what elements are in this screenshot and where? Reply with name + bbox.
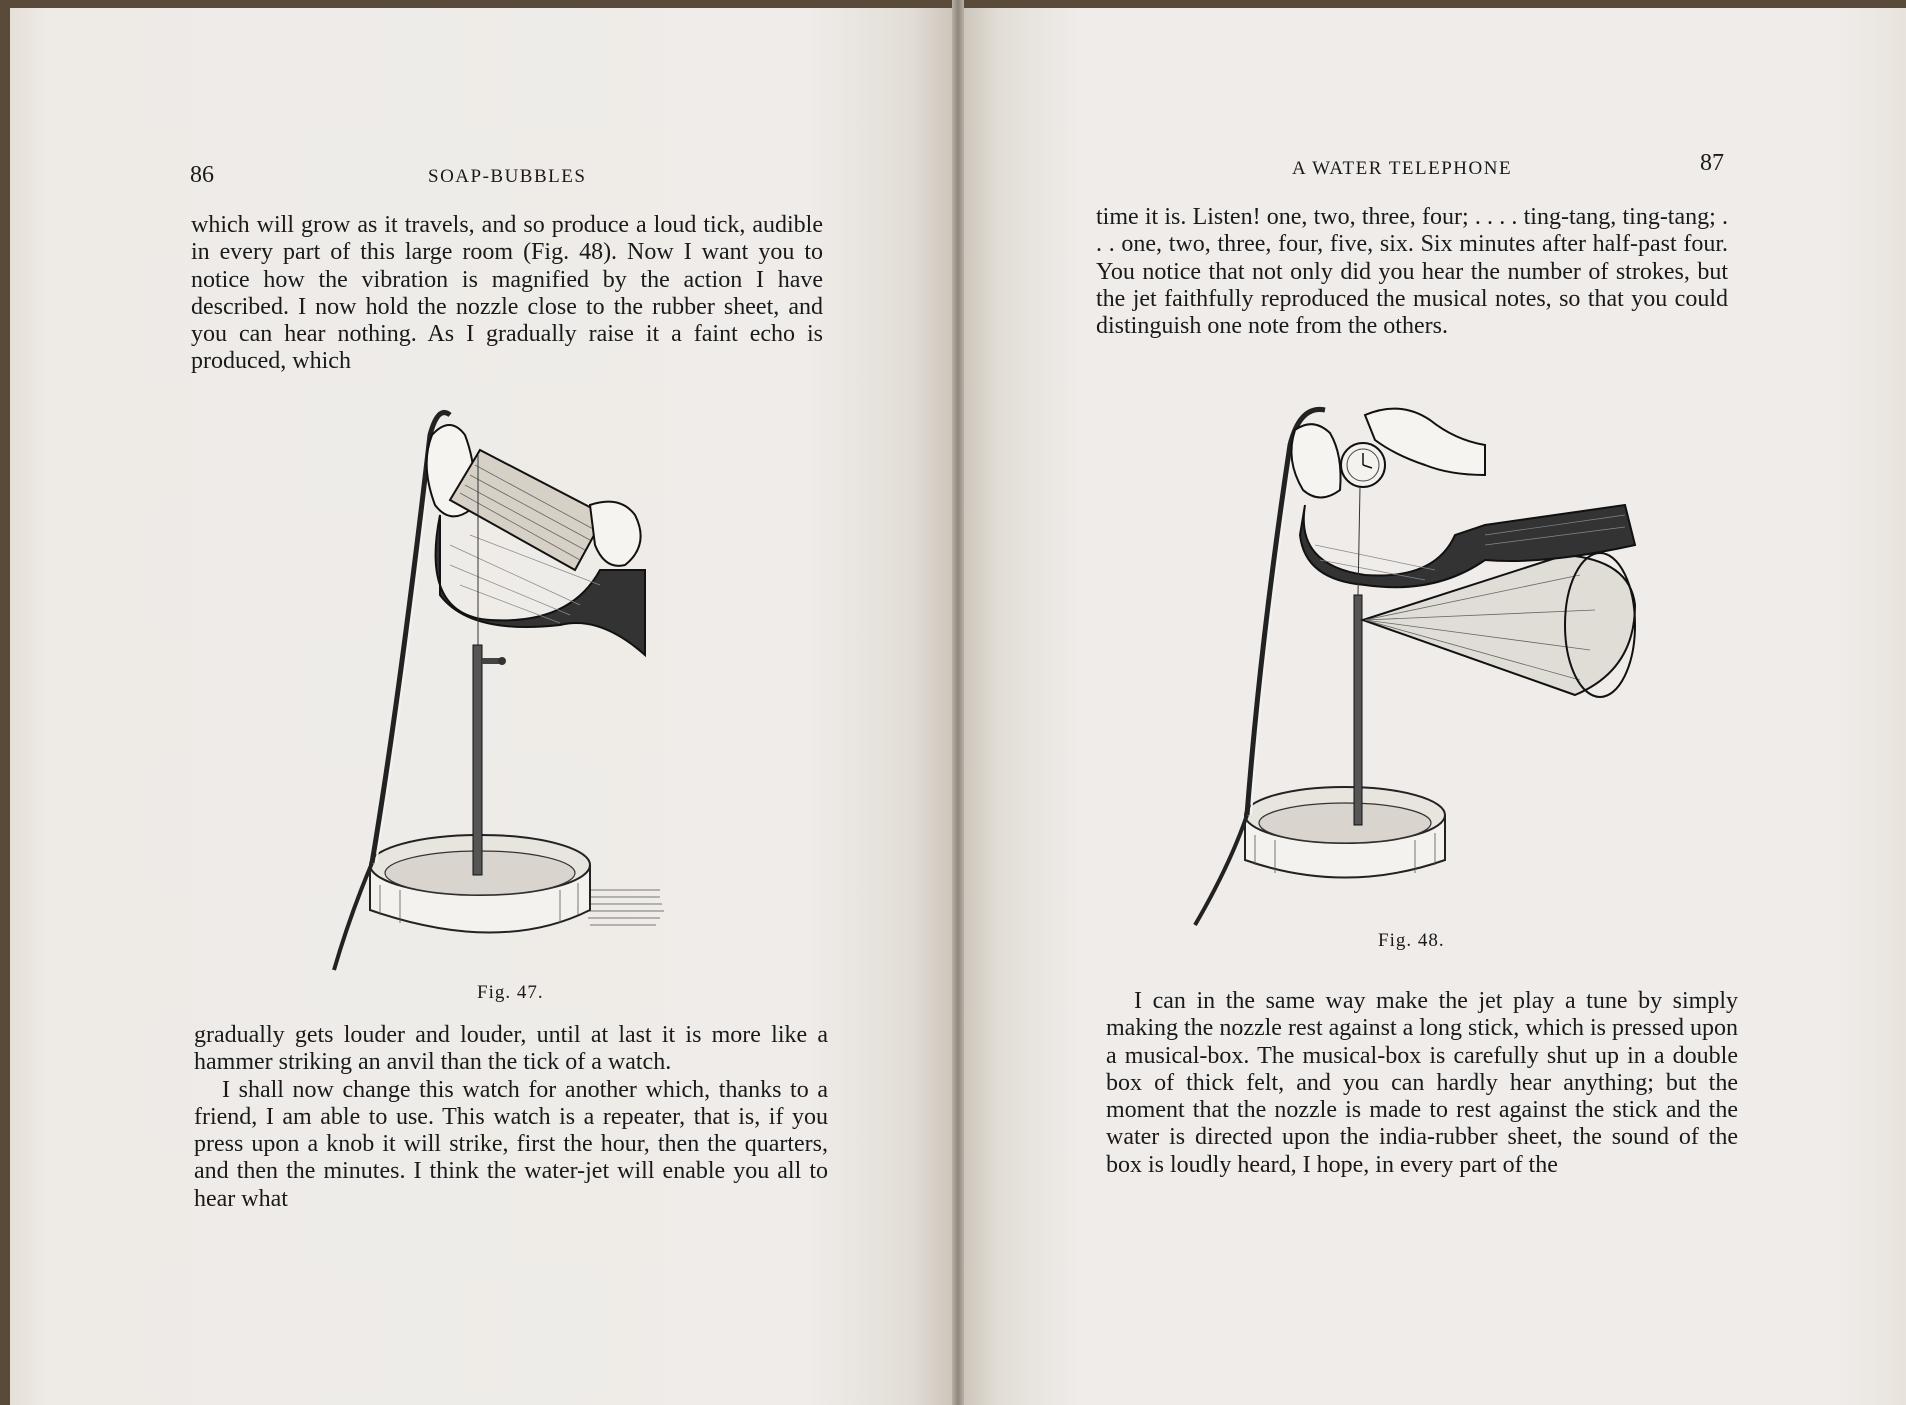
left-page-number: 86	[190, 162, 214, 188]
paragraph-text: which will grow as it travels, and so produce a loud tick, audible in every part of this large room (Fig. 48). Now I want you to notice how the vibration is magnified by the action I have described. I now hold the nozzle close to the rubber sheet, and you can hear nothing. As I gradually raise it a faint echo is produced, which	[191, 212, 823, 375]
left-top-paragraph	[191, 212, 823, 376]
paragraph-text: time it is. Listen! one, two, three, four; . . . . ting-tang, ting-tang; . . . one, two, three, four, five, six. Six minutes after half-past four. You notice that not only did you hear the number of strokes, but the jet faithfully reproduced the musical notes, so that you could distinguish one note from the others.	[1096, 204, 1728, 340]
right-bottom-text	[1106, 988, 1738, 1179]
figure-48-caption: Fig. 48.	[1378, 930, 1445, 951]
paragraph-text: gradually gets louder and louder, until at last it is more like a hammer striking an anvil than the tick of a watch.	[194, 1022, 828, 1076]
left-running-head: SOAP-BUBBLES	[428, 166, 587, 187]
paragraph-text: I can in the same way make the jet play a tune by simply making the nozzle rest against a long stick, which is pressed upon a musical-box. The musical-box is carefully shut up in a double box of thick felt, and you can hardly hear anything; but the moment that the nozzle is made to rest against the stick and the water is directed upon the india-rubber sheet, the sound of the box is loudly heard, I hope, in every part of the	[1106, 988, 1738, 1178]
book-gutter	[952, 0, 964, 1405]
right-top-paragraph	[1096, 204, 1728, 340]
left-bottom-text	[194, 1022, 828, 1213]
figure-47-illustration	[320, 395, 680, 975]
paragraph-text: I shall now change this watch for another which, thanks to a friend, I am able to use. This watch is a repeater, that is, if you press upon a knob it will strike, first the hour, then the quarters, and then the minutes. I think the water-jet will enable you all to hear what	[194, 1076, 828, 1212]
figure-47-caption: Fig. 47.	[477, 982, 544, 1003]
figure-48-illustration	[1185, 395, 1645, 935]
right-page-number: 87	[1700, 150, 1724, 176]
right-running-head: A WATER TELEPHONE	[1292, 158, 1513, 179]
